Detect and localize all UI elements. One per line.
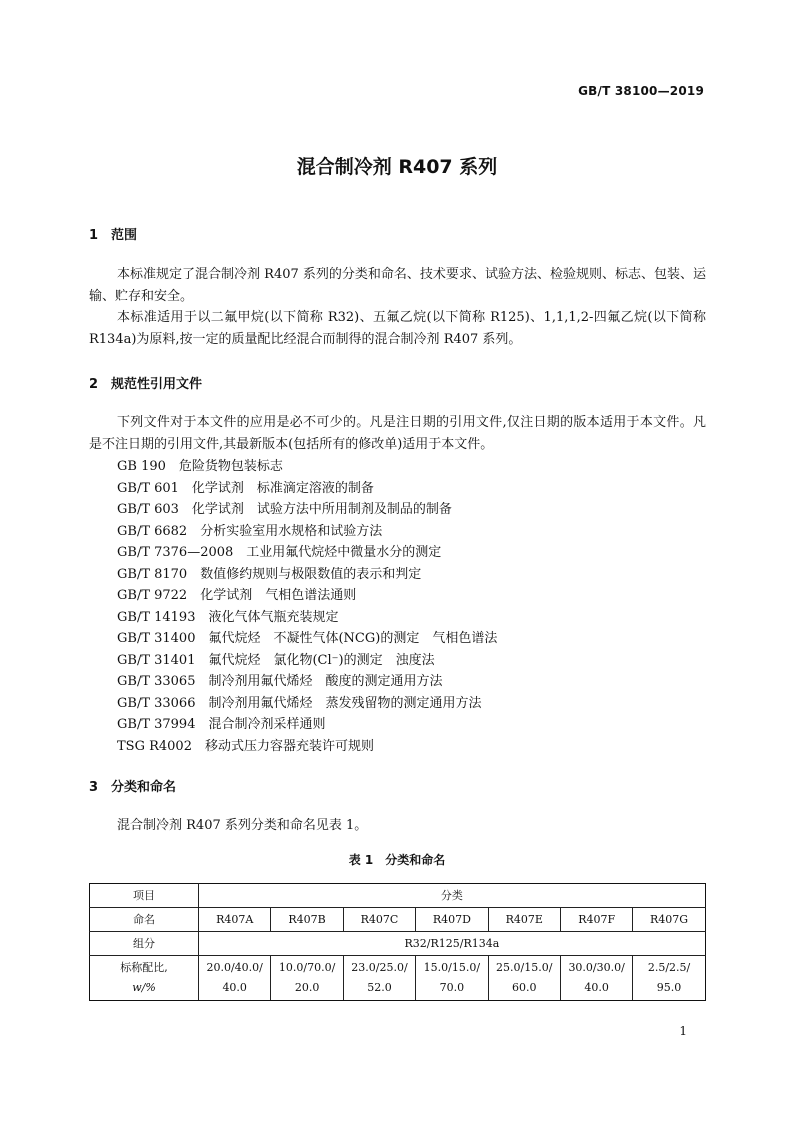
name-cell: R407F	[560, 908, 632, 932]
row-label-ratio	[90, 956, 199, 1001]
header-class-cell: 分类	[199, 884, 706, 908]
name-cell: R407G	[633, 908, 705, 932]
table-1-caption: 表 1 分类和命名	[348, 853, 446, 867]
ratio-line2: 70.0	[439, 981, 465, 994]
table-row-ratios	[90, 956, 706, 1001]
ratio-label-line1: 标称配比,	[120, 961, 168, 974]
reference-item: GB/T 33066 制冷剂用氟代烯烃 蒸发残留物的测定通用方法	[117, 695, 482, 711]
section-2-number: 2	[89, 377, 99, 392]
reference-item: TSG R4002 移动式压力容器充装许可规则	[117, 738, 374, 754]
ratio-line1: 2.5/2.5/	[647, 961, 691, 974]
name-cell: R407B	[271, 908, 343, 932]
section-1-title: 范围	[111, 228, 138, 243]
ratio-line2: 40.0	[222, 981, 247, 994]
section-3-intro: 混合制冷剂 R407 系列分类和命名见表 1。	[117, 818, 368, 833]
ratio-cell	[633, 956, 705, 1001]
name-cell: R407C	[343, 908, 415, 932]
ratio-line1: 25.0/15.0/	[496, 961, 553, 974]
components-cell: R32/R125/R134a	[199, 932, 706, 956]
ratio-line2: 52.0	[367, 981, 392, 994]
ratio-cell	[488, 956, 560, 1001]
table-row-names	[90, 908, 706, 932]
name-cell: R407E	[488, 908, 560, 932]
table-header-row	[90, 884, 706, 908]
page-number: 1	[679, 1024, 687, 1038]
section-2-intro: 下列文件对于本文件的应用是必不可少的。凡是注日期的引用文件,仅注日期的版本适用于本文件。凡是不注日期的引用文件,其最新版本(包括所有的修改单)适用于本文件。	[89, 415, 706, 452]
ratio-line1: 23.0/25.0/	[351, 961, 408, 974]
reference-item: GB 190 危险货物包装标志	[117, 459, 283, 474]
section-3-title: 分类和命名	[111, 780, 177, 795]
reference-item: GB/T 6682 分析实验室用水规格和试验方法	[117, 523, 383, 539]
reference-item: GB/T 14193 液化气体气瓶充装规定	[117, 609, 339, 625]
ratio-cell	[199, 956, 271, 1001]
reference-item: GB/T 601 化学试剂 标准滴定溶液的制备	[117, 480, 374, 496]
section-3-number: 3	[89, 780, 99, 795]
ratio-line2: 60.0	[512, 981, 537, 994]
ratio-line1: 20.0/40.0/	[206, 961, 263, 974]
ratio-line2: 20.0	[294, 981, 320, 994]
section-1-number: 1	[89, 228, 99, 243]
reference-list	[117, 456, 497, 757]
name-cell: R407D	[416, 908, 488, 932]
ratio-cell	[343, 956, 415, 1001]
ratio-line1: 15.0/15.0/	[423, 961, 481, 974]
reference-item: GB/T 31401 氟代烷烃 氯化物(Cl⁻)的测定 浊度法	[117, 652, 435, 668]
table-row-components	[90, 932, 706, 956]
ratio-cell	[560, 956, 632, 1001]
name-cell: R407A	[199, 908, 271, 932]
section-1-paragraph-2: 本标准适用于以二氟甲烷(以下简称 R32)、五氟乙烷(以下简称 R125)、1,1,1,2-四氟乙烷(以下简称 R134a)为原料,按一定的质量配比经混合而制得的混合制冷剂 R407 系列。	[89, 310, 706, 347]
ratio-line2: 40.0	[584, 981, 609, 994]
ratio-line1: 30.0/30.0/	[568, 961, 625, 974]
row-label-components: 组分	[90, 932, 199, 956]
reference-item: GB/T 7376—2008 工业用氟代烷烃中微量水分的测定	[117, 545, 442, 560]
reference-item: GB/T 603 化学试剂 试验方法中所用制剂及制品的制备	[117, 502, 452, 517]
ratio-line1: 10.0/70.0/	[278, 961, 336, 974]
section-1-heading	[89, 224, 137, 243]
reference-item: GB/T 31400 氟代烷烃 不凝性气体(NCG)的测定 气相色谱法	[117, 631, 498, 646]
ratio-line2: 95.0	[656, 981, 682, 994]
section-3-heading	[89, 776, 176, 795]
reference-item: GB/T 9722 化学试剂 气相色谱法通则	[117, 588, 357, 603]
row-label-name: 命名	[90, 908, 199, 932]
document-title: 混合制冷剂 R407 系列	[296, 156, 498, 178]
ratio-cell	[416, 956, 488, 1001]
header-item-cell: 项目	[90, 884, 199, 908]
classification-table	[89, 883, 706, 1001]
section-1-paragraph-1: 本标准规定了混合制冷剂 R407 系列的分类和命名、技术要求、试验方法、检验规则、标志、包装、运输、贮存和安全。	[89, 267, 706, 304]
reference-item: GB/T 33065 制冷剂用氟代烯烃 酸度的测定通用方法	[117, 674, 443, 689]
ratio-cell	[271, 956, 343, 1001]
reference-item: GB/T 37994 混合制冷剂采样通则	[117, 717, 326, 732]
reference-item: GB/T 8170 数值修约规则与极限数值的表示和判定	[117, 566, 422, 582]
section-2-title: 规范性引用文件	[111, 377, 203, 392]
ratio-label-line2: w/%	[132, 981, 156, 994]
section-2-heading	[89, 373, 202, 392]
standard-number: GB/T 38100—2019	[578, 84, 704, 98]
